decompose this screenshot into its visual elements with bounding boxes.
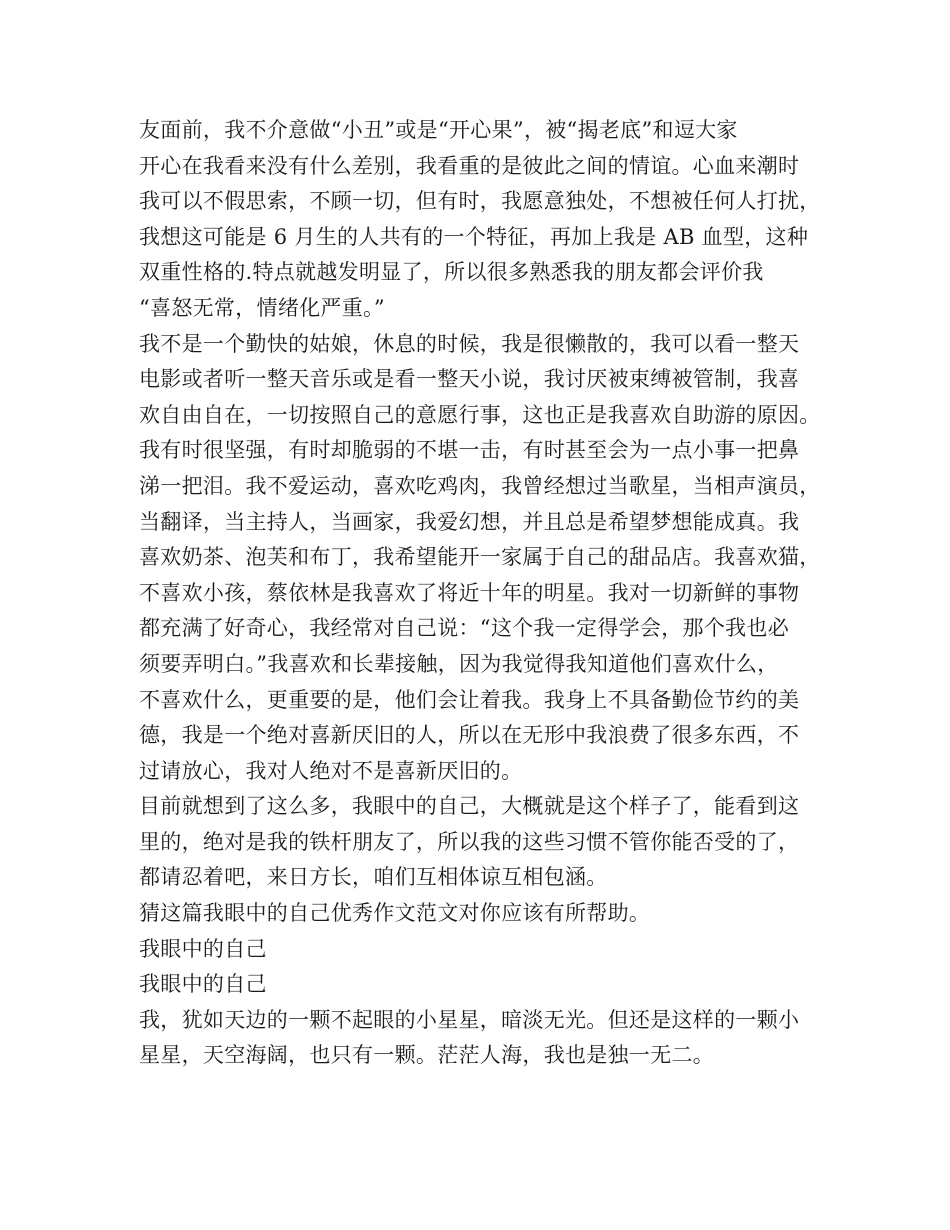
text-line: 星星，天空海阔，也只有一颗。茫茫人海，我也是独一无二。 bbox=[139, 1043, 715, 1068]
text-line: 欢自由自在，一切按照自己的意愿行事，这也正是我喜欢自助游的原因。 bbox=[139, 402, 821, 427]
text-line: 不喜欢什么，更重要的是，他们会让着我。我身上不具备勤俭节约的美 bbox=[139, 687, 800, 712]
text-line: 不喜欢小孩，蔡依林是我喜欢了将近十年的明星。我对一切新鲜的事物 bbox=[139, 580, 800, 605]
text-line: 友面前，我不介意做“小丑”或是“开心果”，被“揭老底”和逗大家 bbox=[139, 118, 738, 142]
text-line: “喜怒无常，情绪化严重。” bbox=[139, 295, 385, 320]
text-line: 我可以不假思索，不顾一切，但有时，我愿意独处，不想被任何人打扰， bbox=[139, 189, 821, 214]
text-line: 我想这可能是 6 月生的人共有的一个特征，再加上我是 AB 血型，这种 bbox=[139, 224, 809, 249]
text-line: 我不是一个勤快的姑娘，休息的时候，我是很懒散的，我可以看一整天 bbox=[139, 331, 800, 356]
text-line: 涕一把泪。我不爱运动，喜欢吃鸡肉，我曾经想过当歌星，当相声演员， bbox=[139, 473, 821, 498]
text-line: 过请放心，我对人绝对不是喜新厌旧的。 bbox=[139, 758, 523, 783]
text-line: 德，我是一个绝对喜新厌旧的人，所以在无形中我浪费了很多东西，不 bbox=[139, 723, 800, 748]
text-line: 里的，绝对是我的铁杆朋友了，所以我的这些习惯不管你能否受的了， bbox=[139, 829, 800, 854]
text-line: 喜欢奶茶、泡芙和布丁，我希望能开一家属于自己的甜品店。我喜欢猫， bbox=[139, 545, 821, 570]
document-body bbox=[139, 113, 829, 1074]
text-line: 我有时很坚强，有时却脆弱的不堪一击，有时甚至会为一点小事一把鼻 bbox=[139, 438, 800, 463]
text-line: 双重性格的.特点就越发明显了，所以很多熟悉我的朋友都会评价我 bbox=[139, 260, 764, 285]
text-line: 开心在我看来没有什么差别，我看重的是彼此之间的情谊。心血来潮时 bbox=[139, 153, 800, 178]
text-line: 电影或者听一整天音乐或是看一整天小说，我讨厌被束缚被管制，我喜 bbox=[139, 367, 800, 392]
text-line: 都请忍着吧，来日方长，咱们互相体谅互相包涵。 bbox=[139, 865, 608, 890]
text-line: 猜这篇我眼中的自己优秀作文范文对你应该有所帮助。 bbox=[139, 901, 651, 926]
text-line: 我，犹如天边的一颗不起眼的小星星，暗淡无光。但还是这样的一颗小 bbox=[139, 1007, 800, 1032]
text-line: 都充满了好奇心，我经常对自己说：“这个我一定得学会，那个我也必 bbox=[139, 616, 790, 641]
text-line: 当翻译，当主持人，当画家，我爱幻想，并且总是希望梦想能成真。我 bbox=[139, 509, 800, 534]
text-line: 目前就想到了这么多，我眼中的自己，大概就是这个样子了，能看到这 bbox=[139, 794, 800, 819]
text-line: 须要弄明白。”我喜欢和长辈接触，因为我觉得我知道他们喜欢什么， bbox=[139, 651, 779, 676]
section-heading: 我眼中的自己 bbox=[139, 936, 267, 961]
section-heading: 我眼中的自己 bbox=[139, 972, 267, 997]
